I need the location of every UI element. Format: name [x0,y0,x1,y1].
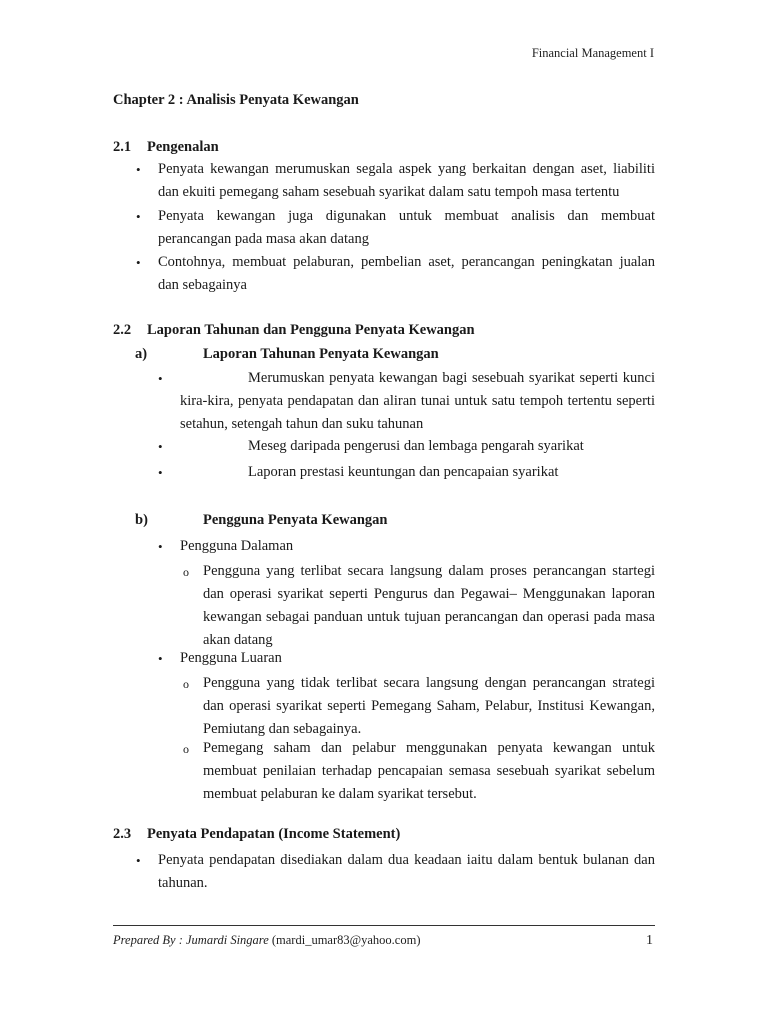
footer-credit [113,933,421,948]
bullet-text: Laporan prestasi keuntungan dan pencapaian syarikat [248,464,559,480]
bullet-icon: • [136,853,141,868]
bullet-text: Contohnya, membuat pelaburan, pembelian aset, perancangan peningkatan jualan dan sebagainya [158,254,655,293]
section-2-1-heading [113,139,219,156]
running-header: Financial Management I [531,46,654,60]
bullet-text: Meseg daripada pengerusi dan lembaga pengarah syarikat [248,438,584,454]
subsection-label: b) [135,512,148,528]
bullet-icon: • [136,209,141,224]
bullet-icon: • [136,255,141,270]
subsection-label: a) [135,346,148,362]
bullet-text: Penyata kewangan merumuskan segala aspek yang berkaitan dengan aset, liabiliti dan ekuiti pemegang saham sesebuah syarikat dalam satu tempoh masa tertentu [158,161,655,200]
bullet-text: Pengguna Luaran [180,650,282,666]
footer-prepared-by: Prepared By : Jumardi Singare [113,933,269,947]
footer-email: (mardi_umar83@yahoo.com) [271,933,421,947]
section-title: Laporan Tahunan dan Pengguna Penyata Kewangan [147,322,475,338]
bullet-text: Penyata pendapatan disediakan dalam dua keadaan iaitu dalam bentuk bulanan dan tahunan. [158,852,655,891]
circle-bullet-icon: o [183,742,189,756]
sub-bullet-text: Pengguna yang terlibat secara langsung dalam proses perancangan startegi dan operasi syarikat seperti Pengurus dan Pegawai– Menggunakan laporan kewangan sebagai panduan untuk tujuan perancangan dan operasi pada masa akan datang [203,563,655,648]
section-number: 2.2 [113,322,132,338]
bullet-icon: • [158,465,163,480]
bullet-icon: • [158,651,163,666]
subsection-title: Pengguna Penyata Kewangan [203,512,388,528]
chapter-title: Chapter 2 : Analisis Penyata Kewangan [113,92,359,108]
section-2-3-heading [113,826,400,843]
bullet-text: Penyata kewangan juga digunakan untuk membuat analisis dan membuat perancangan pada masa akan datang [158,208,655,247]
bullet-icon: • [158,539,163,554]
section-2-2-heading [113,322,475,339]
circle-bullet-icon: o [183,565,189,579]
circle-bullet-icon: o [183,677,189,691]
section-number: 2.1 [113,139,132,155]
footer-divider [113,925,655,926]
sub-bullet-text: Pemegang saham dan pelabur menggunakan penyata kewangan untuk membuat penilaian terhadap pencapaian semasa sesebuah syarikat sebelum membuat pelaburan ke dalam syarikat tersebut. [203,740,655,802]
page-number: 1 [646,933,653,948]
subsection-a-heading [135,346,439,363]
section-title: Pengenalan [147,139,219,155]
bullet-icon: • [136,162,141,177]
bullet-text: Pengguna Dalaman [180,538,294,554]
bullet-icon: • [158,371,163,386]
bullet-icon: • [158,439,163,454]
sub-bullet-text: Pengguna yang tidak terlibat secara langsung dengan perancangan strategi dan operasi syarikat seperti Pemegang Saham, Pelabur, Institusi Kewangan, Pemiutang dan sebagainya. [203,675,655,737]
section-number: 2.3 [113,826,132,842]
subsection-b-heading [135,512,388,529]
bullet-text: Merumuskan penyata kewangan bagi sesebuah syarikat seperti kunci kira-kira, penyata pendapatan dan aliran tunai untuk satu tempoh tertentu seperti setahun, setengah tahun dan suku tahunan [180,370,655,432]
subsection-title: Laporan Tahunan Penyata Kewangan [203,346,439,362]
section-title: Penyata Pendapatan (Income Statement) [147,826,401,842]
